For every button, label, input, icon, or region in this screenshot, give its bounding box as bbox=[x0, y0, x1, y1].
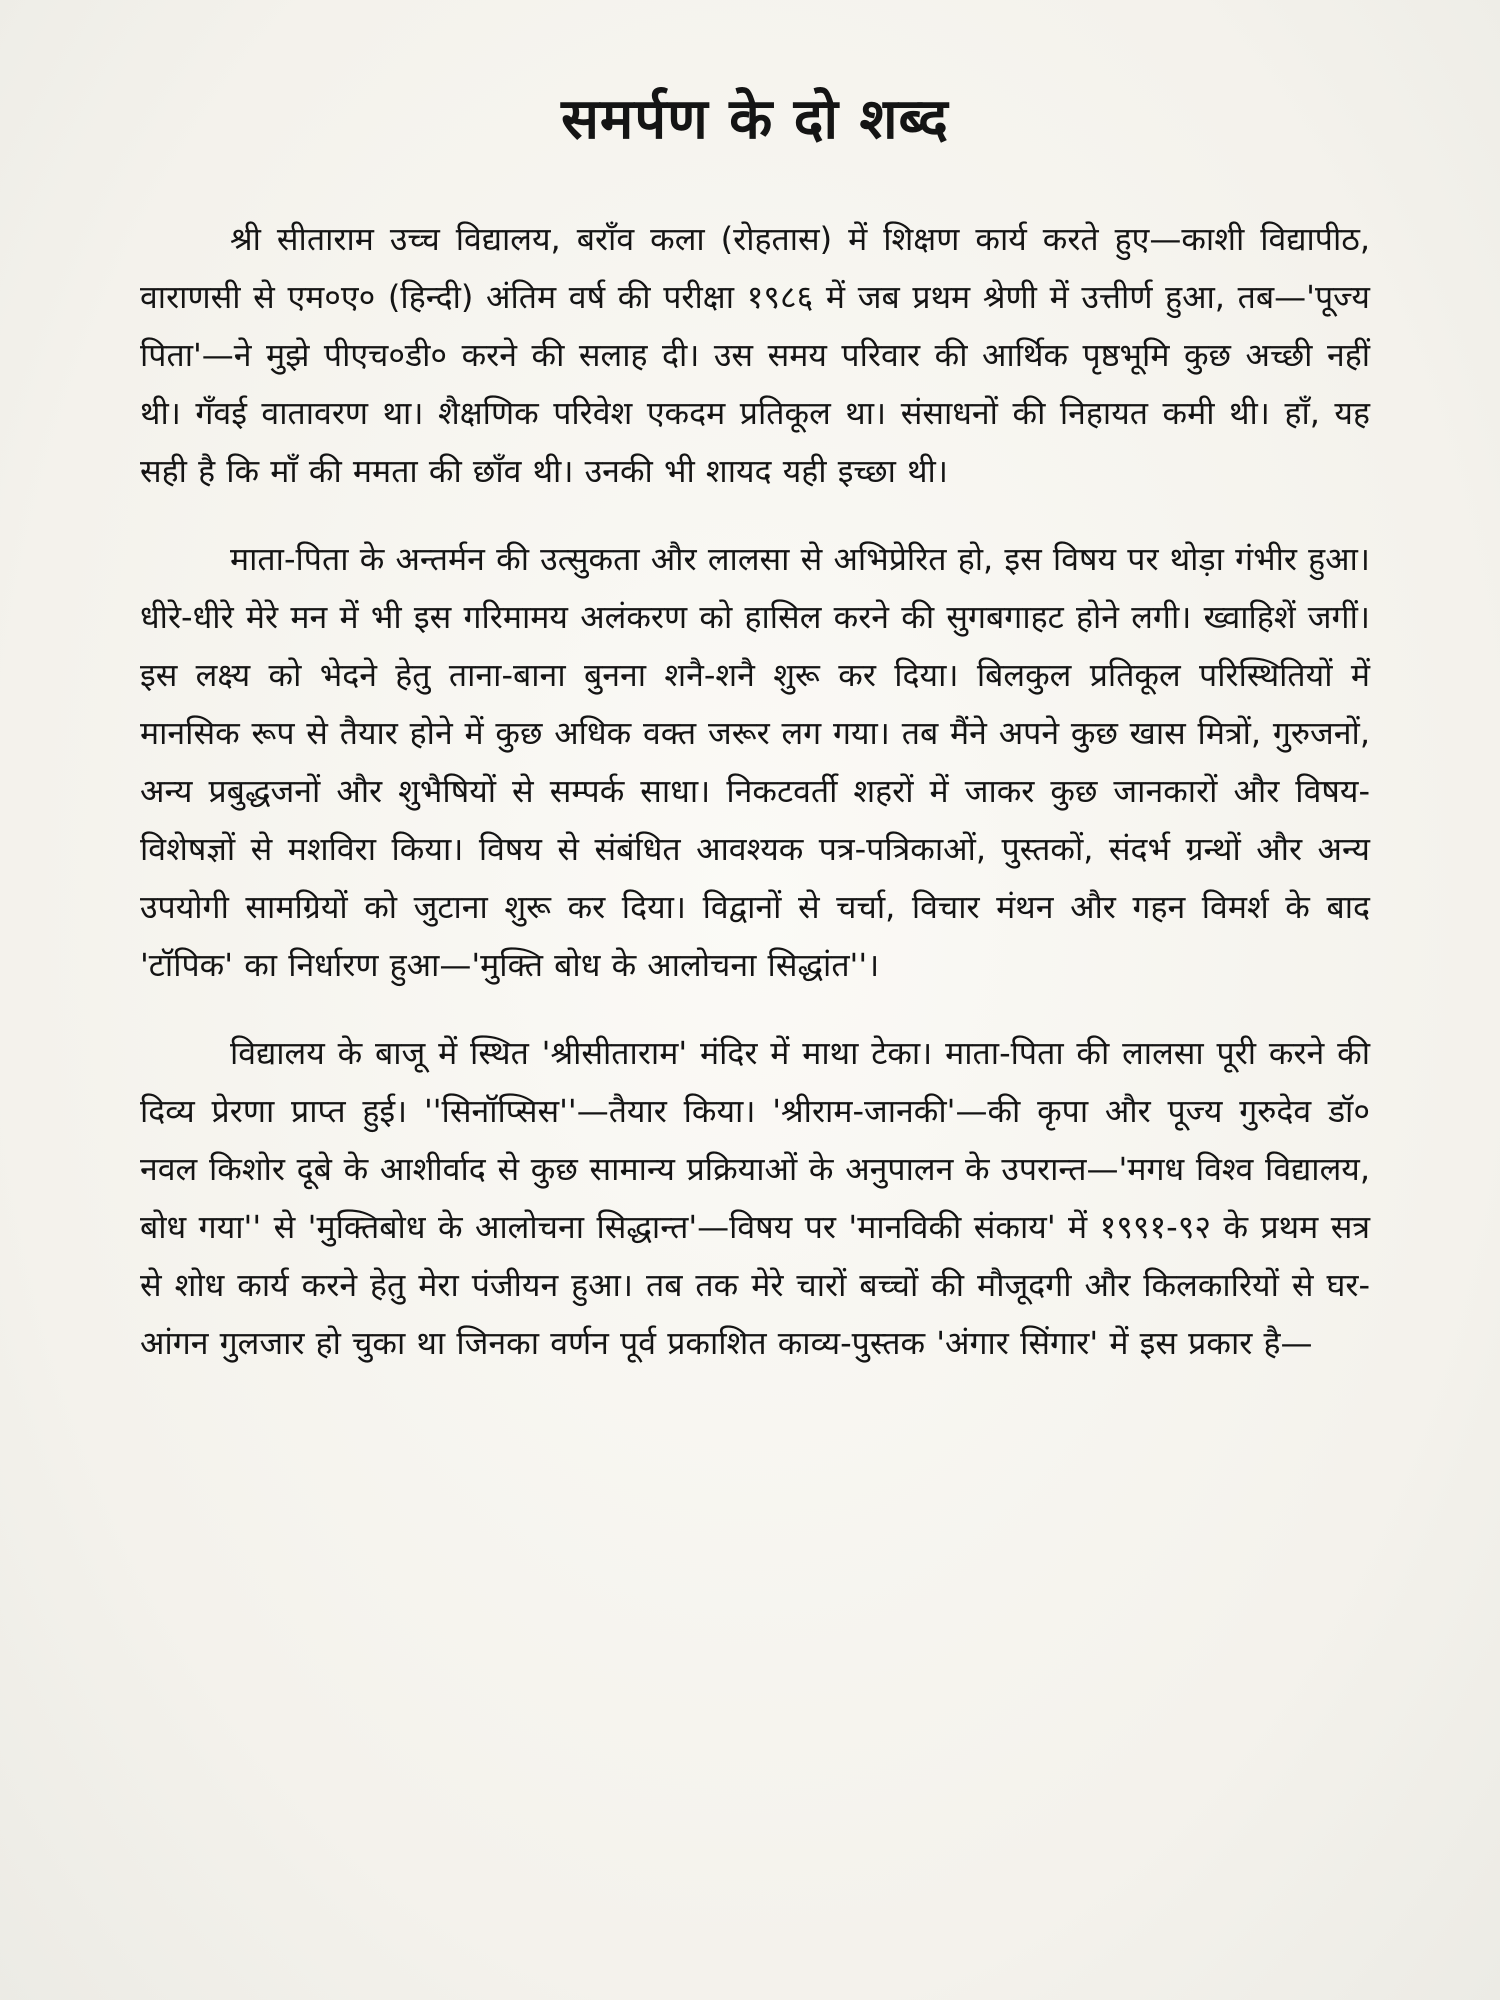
paragraph-3: विद्यालय के बाजू में स्थित 'श्रीसीताराम' मंदिर में माथा टेका। माता-पिता की लालसा पूरी करने की दिव्य प्रेरणा प्राप्त हुई। ''सिनॉप्सिस''—तैयार किया। 'श्रीराम-जानकी'—की कृपा और पूज्य गुरुदेव डॉ० नवल किशोर दूबे के आशीर्वाद से कुछ सामान्य प्रक्रियाओं के अनुपालन के उपरान्त—'मगध विश्व विद्यालय, बोध गया'' से 'मुक्तिबोध के आलोचना सिद्धान्त'—विषय पर 'मानविकी संकाय' में १९९१-९२ के प्रथम सत्र से शोध कार्य करने हेतु मेरा पंजीयन हुआ। तब तक मेरे चारों बच्चों की मौजूदगी और किलकारियों से घर-आंगन गुलजार हो चुका था जिनका वर्णन पूर्व प्रकाशित काव्य-पुस्तक 'अंगार सिंगार' में इस प्रकार है— bbox=[140, 1034, 1370, 1362]
page-content bbox=[140, 80, 1370, 1402]
paragraph-2: माता-पिता के अन्तर्मन की उत्सुकता और लालसा से अभिप्रेरित हो, इस विषय पर थोड़ा गंभीर हुआ। धीरे-धीरे मेरे मन में भी इस गरिमामय अलंकरण को हासिल करने की सुगबगाहट होने लगी। ख्वाहिशें जगीं। इस लक्ष्य को भेदने हेतु ताना-बाना बुनना शनै-शनै शुरू कर दिया। बिलकुल प्रतिकूल परिस्थितियों में मानसिक रूप से तैयार होने में कुछ अधिक वक्त जरूर लग गया। तब मैंने अपने कुछ खास मित्रों, गुरुजनों, अन्य प्रबुद्धजनों और शुभैषियों से सम्पर्क साधा। निकटवर्ती शहरों में जाकर कुछ जानकारों और विषय-विशेषज्ञों से मशविरा किया। विषय से संबंधित आवश्यक पत्र-पत्रिकाओं, पुस्तकों, संदर्भ ग्रन्थों और अन्य उपयोगी सामग्रियों को जुटाना शुरू कर दिया। विद्वानों से चर्चा, विचार मंथन और गहन विमर्श के बाद 'टॉपिक' का निर्धारण हुआ—'मुक्ति बोध के आलोचना सिद्धांत''। bbox=[140, 540, 1370, 984]
paragraph-1: श्री सीताराम उच्च विद्यालय, बराँव कला (रोहतास) में शिक्षण कार्य करते हुए—काशी विद्यापीठ, वाराणसी से एम०ए० (हिन्दी) अंतिम वर्ष की परीक्षा १९८६ में जब प्रथम श्रेणी में उत्तीर्ण हुआ, तब—'पूज्य पिता'—ने मुझे पीएच०डी० करने की सलाह दी। उस समय परिवार की आर्थिक पृष्ठभूमि कुछ अच्छी नहीं थी। गँवई वातावरण था। शैक्षणिक परिवेश एकदम प्रतिकूल था। संसाधनों की निहायत कमी थी। हाँ, यह सही है कि माँ की ममता की छाँव थी। उनकी भी शायद यही इच्छा थी। bbox=[140, 220, 1370, 490]
page-title: समर्पण के दो शब्द bbox=[561, 87, 949, 152]
